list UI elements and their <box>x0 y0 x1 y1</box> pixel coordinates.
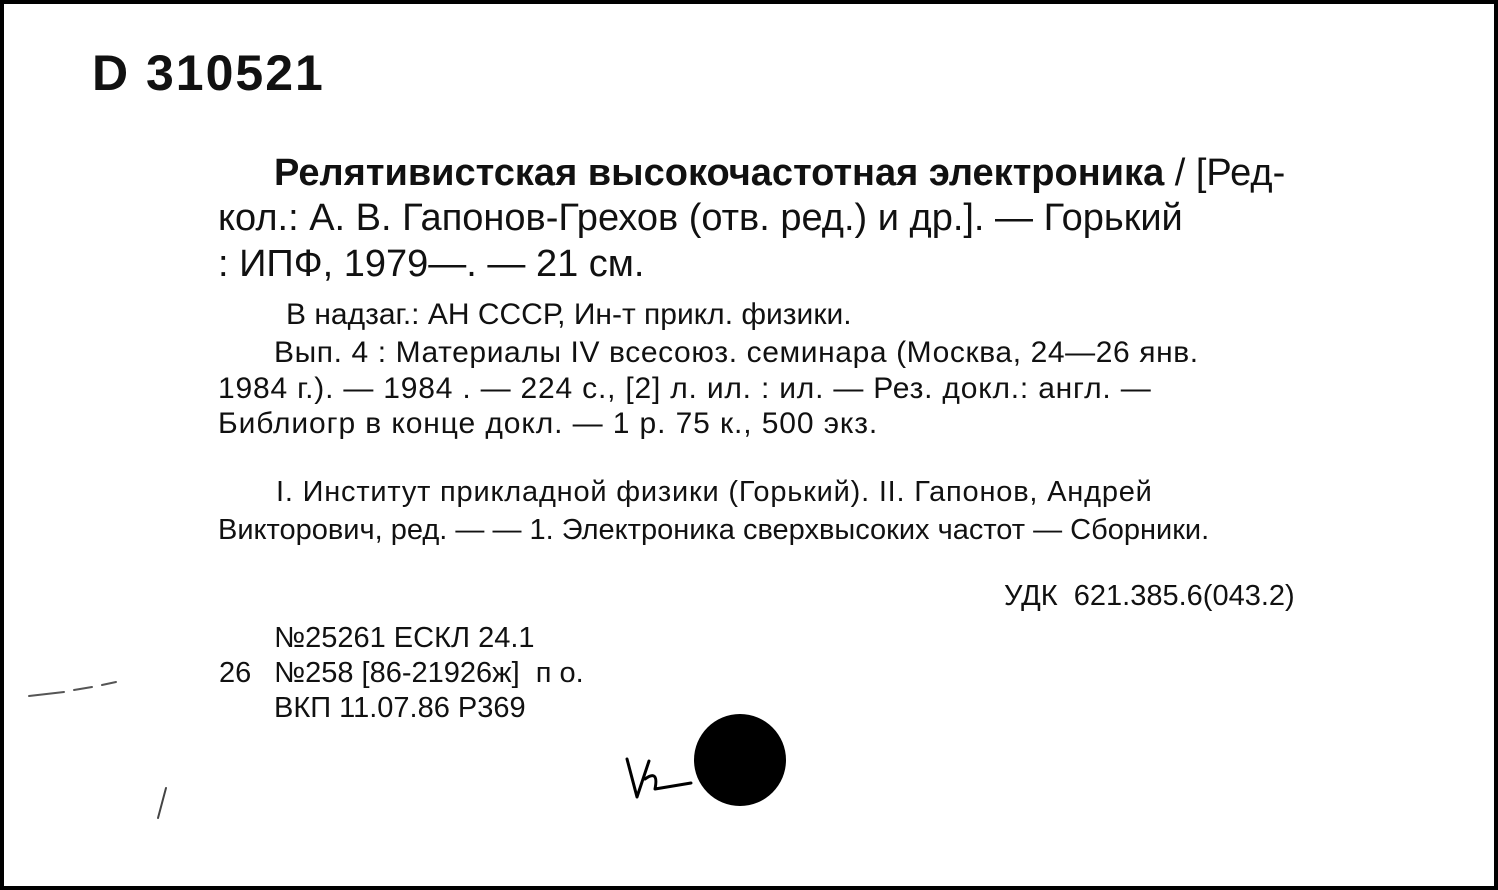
footer-line: №25261 ЕСКЛ 24.1 <box>274 622 535 654</box>
pencil-dash-mark <box>24 674 124 704</box>
title-line-1 <box>274 154 1285 192</box>
title-rest: / [Ред- <box>1164 152 1286 194</box>
punch-hole-dot <box>694 714 786 806</box>
note-line: Вып. 4 : Материалы IV всесоюз. семинара (Москва, 24—26 янв. <box>274 336 1199 369</box>
title-bold: Релятивистская высокочастотная электроника <box>274 152 1165 194</box>
handwritten-check-mark <box>619 749 699 809</box>
note-line: Библиогр в конце докл. — 1 р. 75 к., 500 экз. <box>218 407 879 440</box>
udc-classification: УДК 621.385.6(043.2) <box>1004 580 1295 612</box>
tracing-line: Викторович, ред. — — 1. Электроника сверхвысоких частот — Сборники. <box>218 514 1210 546</box>
note-line: В надзаг.: АН СССР, Ин-т прикл. физики. <box>286 298 852 331</box>
footer-margin-number: 26 <box>219 657 252 689</box>
pencil-stroke-mark <box>152 784 172 824</box>
call-number: D 310521 <box>92 45 325 101</box>
footer-line: №258 [86-21926ж] п о. <box>274 657 584 689</box>
note-line: 1984 г.). — 1984 . — 224 с., [2] л. ил. : ил. — Рез. докл.: англ. — <box>218 372 1152 405</box>
footer-line: ВКП 11.07.86 Р369 <box>274 692 526 724</box>
tracing-line: I. Институт прикладной физики (Горький). II. Гапонов, Андрей <box>276 476 1153 508</box>
title-line-2: кол.: А. В. Гапонов-Грехов (отв. ред.) и др.]. — Горький <box>218 197 1183 239</box>
title-line-3: : ИПФ, 1979—. — 21 см. <box>218 243 645 285</box>
